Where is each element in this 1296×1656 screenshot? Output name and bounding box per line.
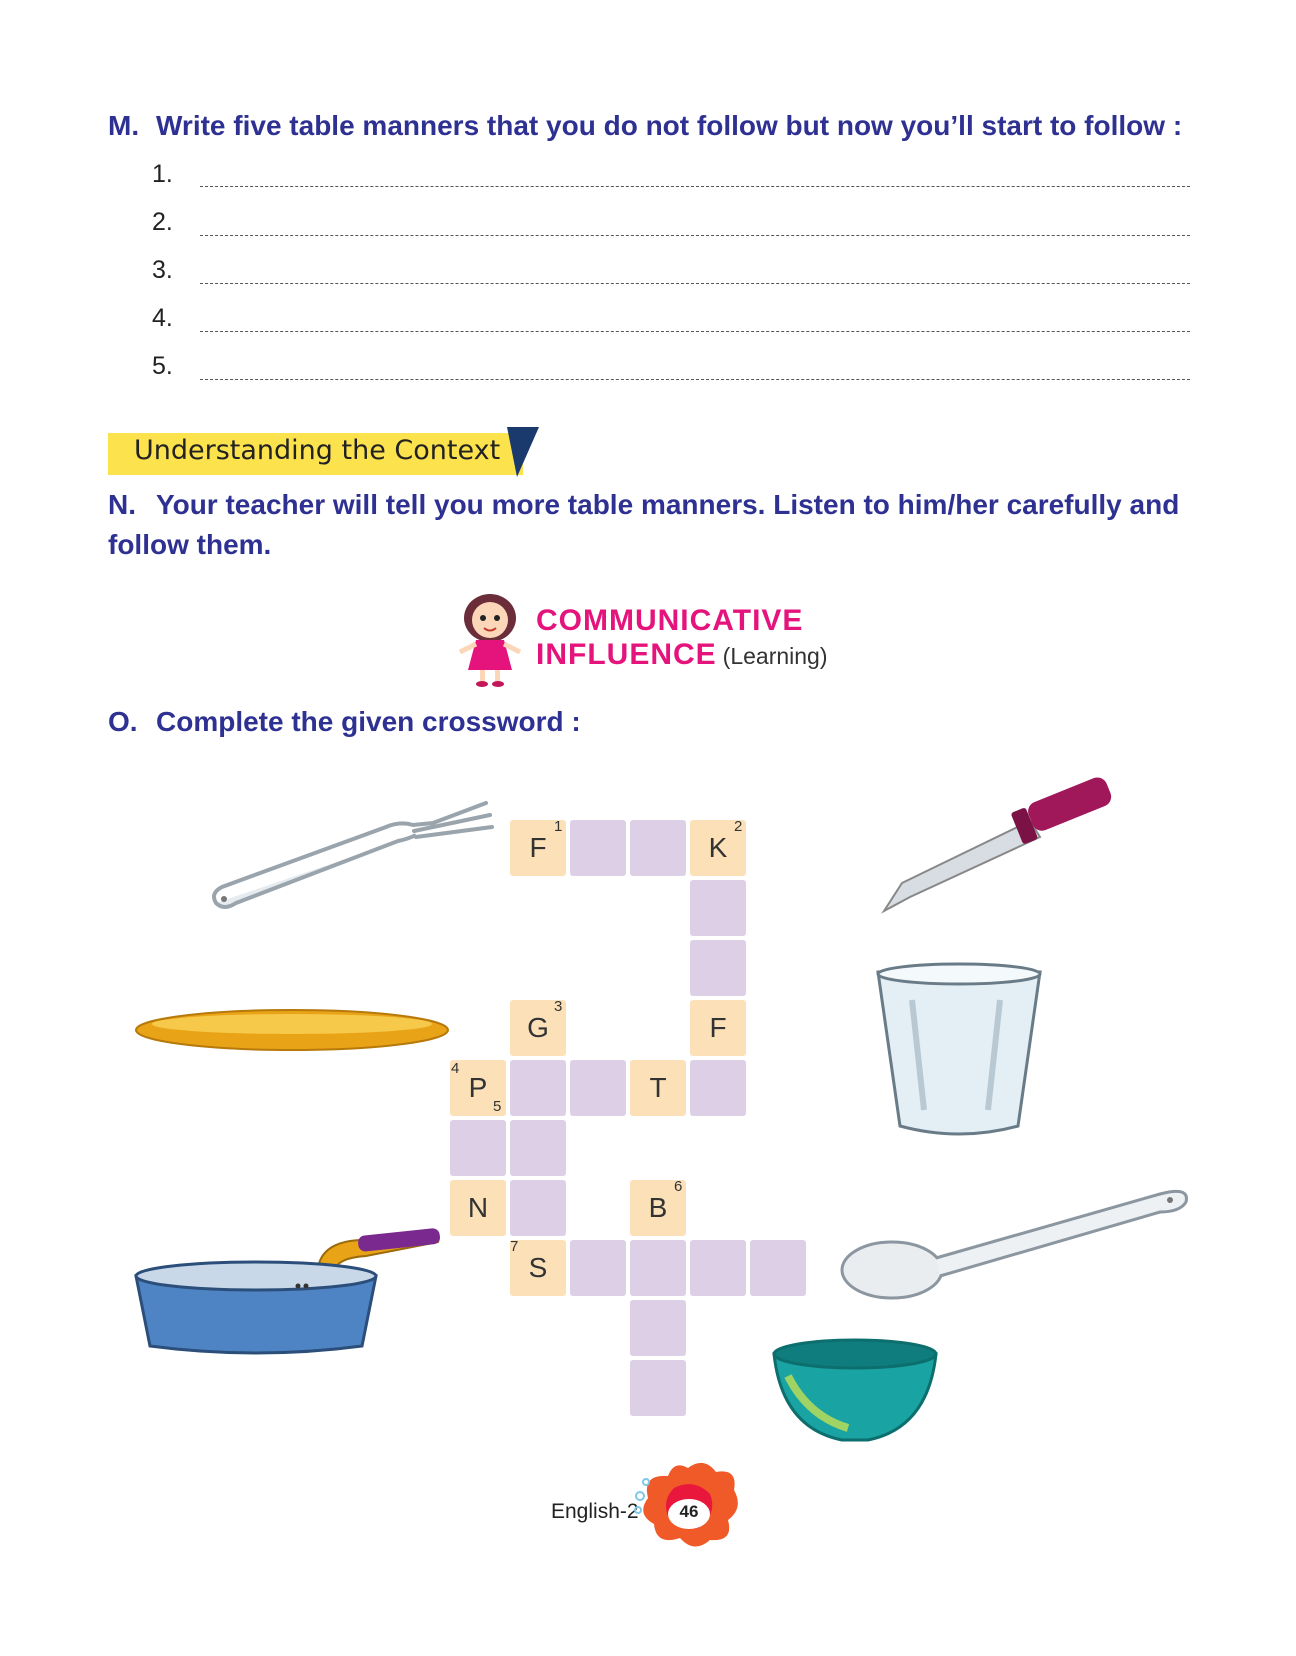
answer-line-1[interactable] <box>200 186 1190 187</box>
question-text: Write five table manners that you do not follow but now you’ll start to follow : <box>156 110 1183 141</box>
crossword-letter: K <box>708 832 728 863</box>
crossword-blank-cell[interactable] <box>570 820 626 876</box>
girl-mascot-icon <box>452 588 528 690</box>
question-o <box>108 702 1208 742</box>
question-label: O. <box>108 706 138 737</box>
crossword-blank-cell[interactable] <box>510 1120 566 1176</box>
glass-icon <box>872 960 1046 1142</box>
crossword-letter: P <box>468 1072 488 1103</box>
clue-number: 6 <box>674 1178 683 1195</box>
answer-line-3[interactable] <box>200 283 1190 284</box>
crossword-letter: G <box>527 1012 549 1043</box>
clue-number: 5 <box>493 1098 502 1115</box>
crossword-blank-cell[interactable] <box>450 1120 506 1176</box>
influence-title <box>536 638 828 672</box>
question-text: Complete the given crossword : <box>156 706 581 737</box>
crossword-cell <box>690 1000 746 1056</box>
spoon-icon <box>840 1176 1194 1304</box>
line-number: 4. <box>152 304 173 332</box>
answer-line-4[interactable] <box>200 331 1190 332</box>
crossword-letter: F <box>709 1012 727 1043</box>
crossword-blank-cell[interactable] <box>690 940 746 996</box>
crossword-letter: T <box>649 1072 667 1103</box>
clue-number: 7 <box>510 1238 519 1255</box>
communicative-title: COMMUNICATIVE <box>536 604 804 637</box>
crossword-blank-cell[interactable] <box>690 880 746 936</box>
crossword-letter: B <box>648 1192 668 1223</box>
crossword-blank-cell[interactable] <box>510 1060 566 1116</box>
line-number: 3. <box>152 256 173 284</box>
answer-line-5[interactable] <box>200 379 1190 380</box>
knife-icon <box>880 765 1116 917</box>
saucepan-icon <box>130 1212 442 1360</box>
crossword-letter: S <box>528 1252 548 1283</box>
crossword-blank-cell[interactable] <box>690 1240 746 1296</box>
crossword-blank-cell[interactable] <box>630 1360 686 1416</box>
crossword-cell <box>450 1180 506 1236</box>
crossword-blank-cell[interactable] <box>630 1300 686 1356</box>
crossword-blank-cell[interactable] <box>570 1240 626 1296</box>
clue-number: 4 <box>451 1060 460 1077</box>
crossword-blank-cell[interactable] <box>750 1240 806 1296</box>
banner-triangle-icon <box>503 427 539 479</box>
question-text: Your teacher will tell you more table manners. Listen to him/her carefully and follow them. <box>108 489 1180 560</box>
crossword-blank-cell[interactable] <box>570 1060 626 1116</box>
answer-line-2[interactable] <box>200 235 1190 236</box>
bowl-icon <box>768 1336 942 1446</box>
line-number: 2. <box>152 208 173 236</box>
crossword-letter: F <box>529 832 547 863</box>
crossword-blank-cell[interactable] <box>690 1060 746 1116</box>
clue-number: 2 <box>734 818 743 835</box>
page-number: 46 <box>679 1502 699 1521</box>
crossword-letter: N <box>467 1192 489 1223</box>
line-number: 5. <box>152 352 173 380</box>
line-number: 1. <box>152 160 173 188</box>
crossword-blank-cell[interactable] <box>510 1180 566 1236</box>
section-banner <box>108 427 528 477</box>
question-label: N. <box>108 489 136 520</box>
question-n <box>108 485 1208 565</box>
clue-number: 3 <box>554 998 563 1015</box>
fork-icon <box>208 795 498 915</box>
plate-icon <box>134 1000 450 1058</box>
clue-number: 1 <box>554 818 563 835</box>
learning-subtitle: (Learning) <box>722 643 828 669</box>
crossword-cell <box>510 1240 566 1296</box>
book-label: English-2 <box>551 1500 639 1523</box>
question-m <box>108 106 1208 146</box>
banner-text: Understanding the Context <box>134 435 501 466</box>
crossword-blank-cell[interactable] <box>630 820 686 876</box>
influence-word: INFLUENCE <box>536 638 717 671</box>
question-label: M. <box>108 110 140 141</box>
crossword-cell <box>630 1060 686 1116</box>
crossword-blank-cell[interactable] <box>630 1240 686 1296</box>
